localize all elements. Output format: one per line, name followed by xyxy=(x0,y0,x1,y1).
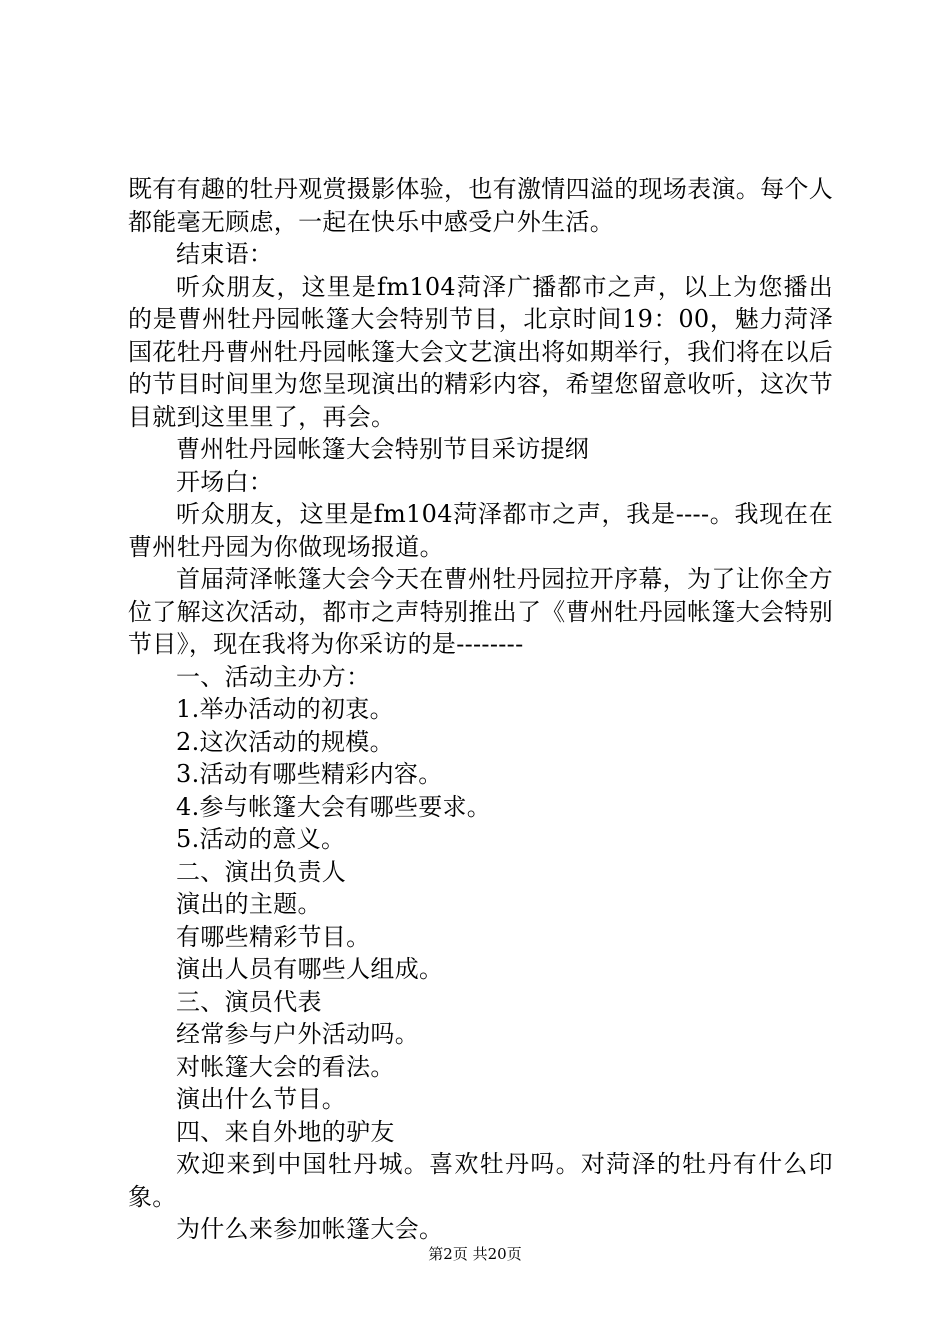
page-number-footer: 第2页 共20页 xyxy=(428,1245,522,1263)
section-heading-performance: 二、演出负责人 xyxy=(176,857,347,886)
paragraph-outline-title: 曹州牡丹园帐篷大会特别节目采访提纲 xyxy=(176,435,590,463)
paragraph-intro: 首届菏泽帐篷大会今天在曹州牡丹园拉开序幕，为了让你全方位了解这次活动，都市之声特别推出了《曹州牡丹园帐篷大会特别节目》，现在我将为你采访的是-------- xyxy=(128,565,833,658)
paragraph-closing-heading: 结束语： xyxy=(176,240,274,268)
list-item: 演出的主题。 xyxy=(176,890,322,918)
list-item: 2.这次活动的规模。 xyxy=(176,727,394,756)
paragraph-opening-text: 听众朋友，这里是fm104菏泽都市之声，我是----。我现在在曹州牡丹园为你做现场报道。 xyxy=(128,500,833,561)
list-item: 3.活动有哪些精彩内容。 xyxy=(176,760,443,788)
paragraph-continuation: 既有有趣的牡丹观赏摄影体验，也有激情四溢的现场表演。每个人都能毫无顾虑，一起在快乐中感受户外生活。 xyxy=(128,175,833,236)
section-heading-travelers: 四、来自外地的驴友 xyxy=(176,1117,395,1146)
list-item: 有哪些精彩节目。 xyxy=(176,922,371,951)
list-item: 4.参与帐篷大会有哪些要求。 xyxy=(176,792,492,821)
list-item: 对帐篷大会的看法。 xyxy=(176,1052,395,1081)
list-item: 演出什么节目。 xyxy=(176,1085,347,1113)
list-item: 演出人员有哪些人组成。 xyxy=(176,955,444,983)
body-text xyxy=(128,173,833,1246)
list-item: 欢迎来到中国牡丹城。喜欢牡丹吗。对菏泽的牡丹有什么印象。 xyxy=(128,1150,833,1211)
section-heading-organizer: 一、活动主办方： xyxy=(176,662,371,691)
list-item: 经常参与户外活动吗。 xyxy=(176,1020,419,1048)
list-item: 1.举办活动的初衷。 xyxy=(176,695,394,723)
paragraph-closing-text: 听众朋友，这里是fm104菏泽广播都市之声，以上为您播出的是曹州牡丹园帐篷大会特别节目，北京时间19：00，魅力菏泽国花牡丹曹州牡丹园帐篷大会文艺演出将如期举行，我们将在以后的节目时间里为您呈现演出的精彩内容，希望您留意收听，这次节目就到这里里了，再会。 xyxy=(128,272,833,431)
list-item: 为什么来参加帐篷大会。 xyxy=(176,1215,444,1243)
section-heading-actors: 三、演员代表 xyxy=(176,987,322,1016)
paragraph-opening-heading: 开场白： xyxy=(176,467,274,496)
list-item: 5.活动的意义。 xyxy=(176,825,346,853)
